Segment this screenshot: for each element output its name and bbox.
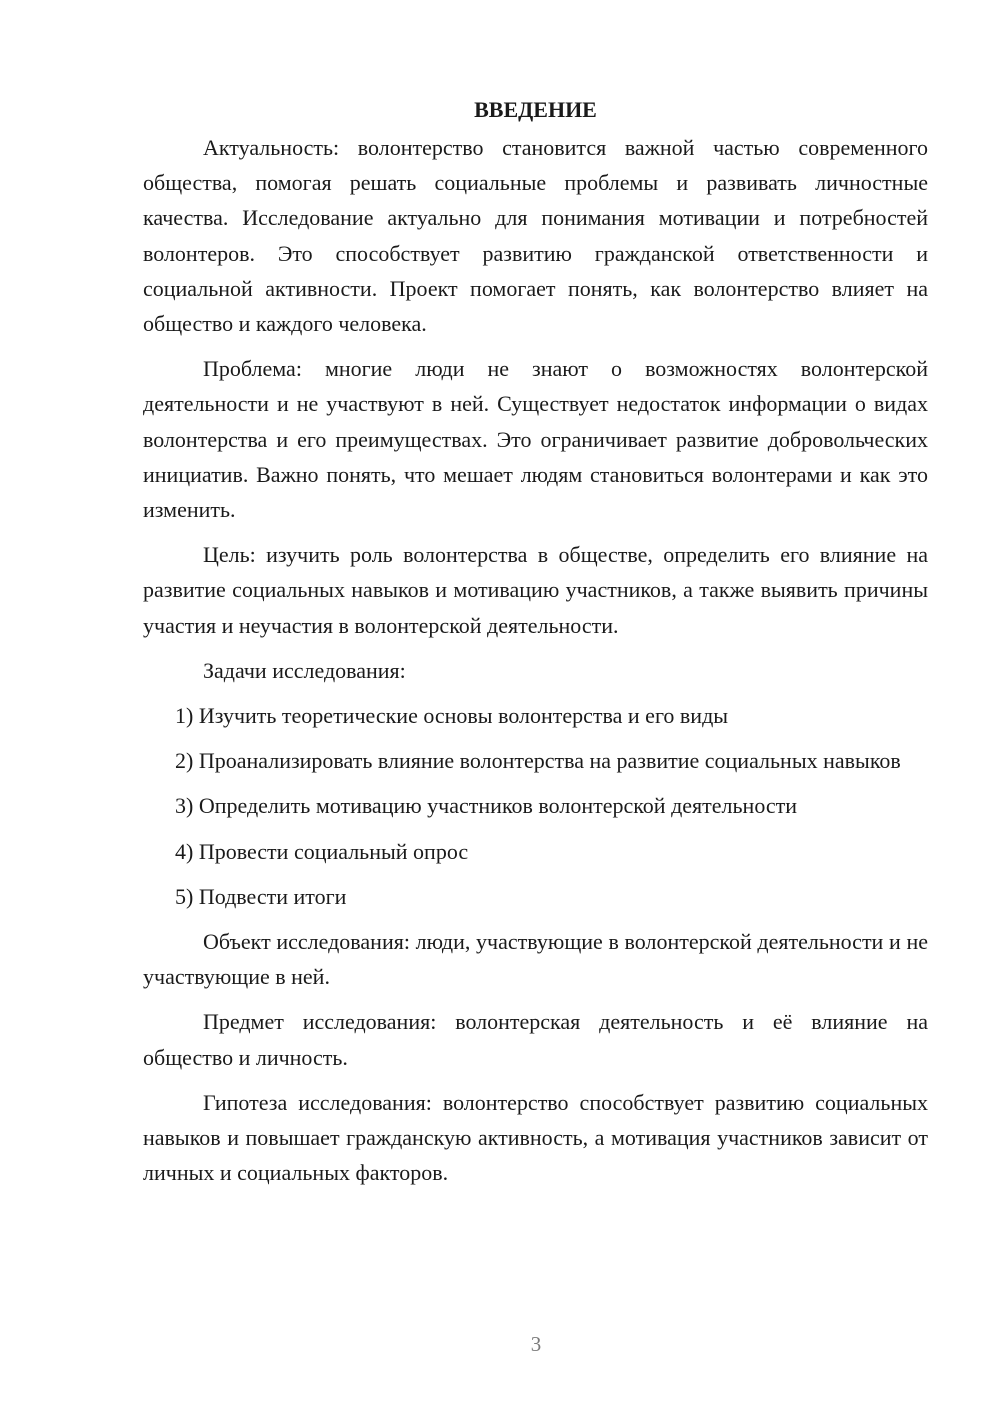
task-item-1: 1) Изучить теоретические основы волонтерства и его виды — [175, 703, 729, 729]
paragraph-relevance: Актуальность: волонтерство становится важной частью современного общества, помогая решать социальные проблемы и развивать личностные качества. Исследование актуально для понимания мотивации и потребностей волонтеров. Это способствует развитию гражданской ответственности и социальной активности. Проект помогает понять, как волонтерство влияет на общество и каждого человека. — [143, 135, 928, 337]
task-item-3: 3) Определить мотивацию участников волонтерской деятельности — [175, 793, 798, 819]
paragraph-subject: Предмет исследования: волонтерская деятельность и её влияние на общество и личность. — [143, 1009, 928, 1070]
paragraph-problem: Проблема: многие люди не знают о возможностях волонтерской деятельности и не участвуют в ней. Существует недостаток информации о видах волонтерства и его преимуществах. Это ограничивает развитие добровольческих инициатив. Важно понять, что мешает людям становиться волонтерами и как это изменить. — [143, 356, 928, 523]
page-title: ВВЕДЕНИЕ — [474, 97, 597, 122]
page-number: 3 — [530, 1332, 542, 1356]
task-item-5: 5) Подвести итоги — [175, 883, 347, 909]
paragraph-tasks-title: Задачи исследования: — [203, 657, 406, 683]
tasks-list — [143, 698, 928, 914]
paragraph-hypothesis: Гипотеза исследования: волонтерство способствует развитию социальных навыков и повышает гражданскую активность, а мотивация участников зависит от личных и социальных факторов. — [143, 1089, 928, 1186]
paragraph-goal: Цель: изучить роль волонтерства в обществе, определить его влияние на развитие социальных навыков и мотивацию участников, а также выявить причины участия и неучастия в волонтерской деятельности. — [143, 542, 928, 638]
paragraph-object: Объект исследования: люди, участвующие в волонтерской деятельности и не участвующие в ней. — [143, 929, 928, 990]
page-content — [143, 92, 928, 1200]
task-item-2: 2) Проанализировать влияние волонтерства на развитие социальных навыков — [175, 748, 901, 774]
task-item-4: 4) Провести социальный опрос — [175, 838, 469, 864]
